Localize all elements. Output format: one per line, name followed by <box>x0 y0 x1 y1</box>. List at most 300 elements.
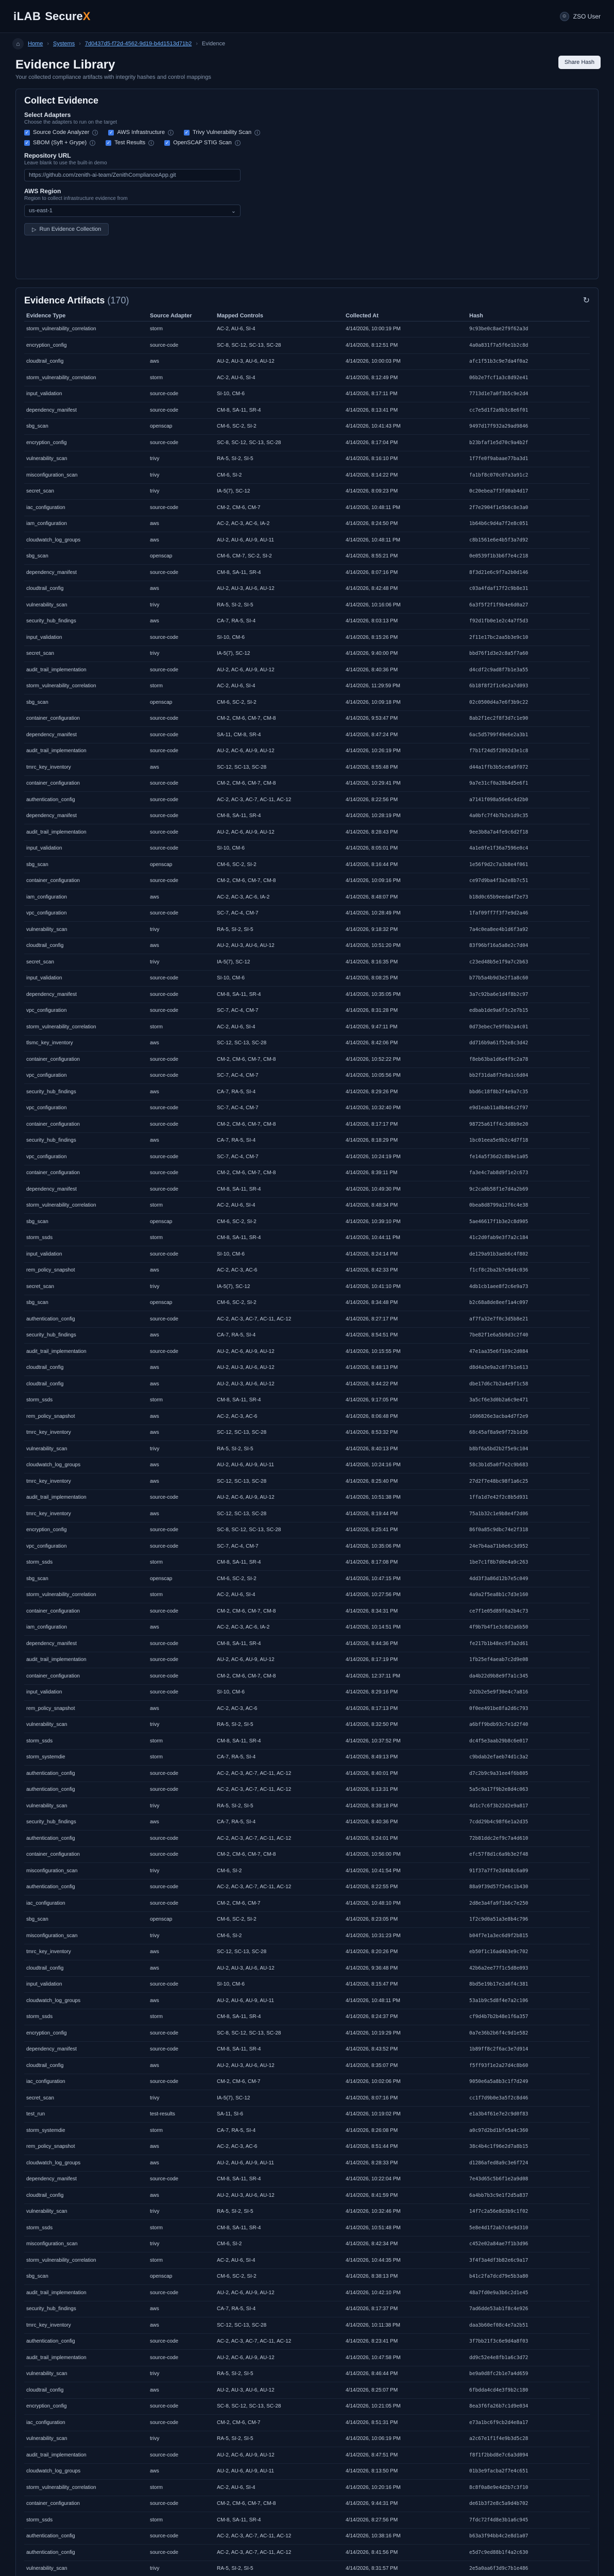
table-row[interactable] <box>24 2350 590 2366</box>
table-row[interactable] <box>24 1100 590 1116</box>
source-adapter-cell: aws <box>148 938 215 954</box>
evidence-type-cell: vpc_configuration <box>24 1003 148 1019</box>
table-row[interactable] <box>24 2252 590 2269</box>
mapped-controls-cell: CM-2, CM-6, CM-7, CM-8 <box>215 1603 344 1620</box>
table-row[interactable] <box>24 1766 590 1782</box>
hash-cell: cc7e5d1f2a9b3c8e6f01 <box>467 402 590 419</box>
table-row[interactable] <box>24 565 590 581</box>
table-row[interactable] <box>24 1976 590 1993</box>
table-row[interactable] <box>24 1409 590 1425</box>
table-row[interactable] <box>24 808 590 824</box>
source-adapter-cell: source-code <box>148 1489 215 1506</box>
table-row[interactable] <box>24 1733 590 1750</box>
table-row[interactable] <box>24 2123 590 2139</box>
run-collection-label: Run Evidence Collection <box>39 226 101 232</box>
hash-cell: edbab1de9a6f3c2e7b15 <box>467 1003 590 1019</box>
collected-at-cell: 4/14/2026, 8:15:26 PM <box>344 630 467 646</box>
table-row[interactable] <box>24 1019 590 1036</box>
breadcrumb-system-id[interactable]: 7d0437d5-f72d-4562-9d19-b4d1513d71b2 <box>84 41 192 47</box>
table-row[interactable] <box>24 1279 590 1295</box>
table-row[interactable] <box>24 321 590 337</box>
checkbox-checked-icon[interactable]: ✓ <box>165 140 169 145</box>
table-row[interactable] <box>24 2025 590 2042</box>
table-row[interactable] <box>24 2236 590 2252</box>
table-row[interactable] <box>24 1879 590 1895</box>
evidence-type-cell: authentication_config <box>24 1831 148 1847</box>
checkbox-checked-icon[interactable]: ✓ <box>109 129 113 135</box>
source-adapter-cell: source-code <box>148 1311 215 1328</box>
page-header <box>0 55 614 80</box>
table-row[interactable] <box>24 1782 590 1798</box>
logo-text-secure: Secure <box>45 9 83 23</box>
mapped-controls-cell: SC-12, SC-13, SC-28 <box>215 1506 344 1522</box>
table-row[interactable] <box>24 1668 590 1685</box>
table-row[interactable] <box>24 1457 590 1473</box>
table-row[interactable] <box>24 1003 590 1019</box>
table-row[interactable] <box>24 1798 590 1815</box>
mapped-controls-cell: CM-6, SI-2 <box>215 1928 344 1944</box>
evidence-type-cell: dependency_manifest <box>24 987 148 1003</box>
table-row[interactable] <box>24 1846 590 1863</box>
collected-at-cell: 4/14/2026, 8:39:18 PM <box>344 1798 467 1815</box>
hash-cell: 1f7fe0f9abaae77ba3d1 <box>467 451 590 467</box>
source-adapter-cell: source-code <box>148 1684 215 1701</box>
app-logo[interactable] <box>13 10 90 23</box>
table-row[interactable] <box>24 1327 590 1344</box>
table-row[interactable] <box>24 2317 590 2334</box>
table-row[interactable] <box>24 1522 590 1538</box>
checkbox-checked-icon[interactable]: ✓ <box>184 129 189 135</box>
mapped-controls-cell: CM-2, CM-6, CM-7, CM-8 <box>215 775 344 792</box>
table-row[interactable] <box>24 1506 590 1522</box>
hash-cell: 2f7e2904f1e5b6c8e3a0 <box>467 500 590 516</box>
collected-at-cell: 4/14/2026, 10:28:19 PM <box>344 808 467 824</box>
table-row[interactable] <box>24 1165 590 1181</box>
table-row[interactable] <box>24 1944 590 1960</box>
evidence-type-cell: authentication_config <box>24 2333 148 2350</box>
column-header-evidence-type[interactable]: Evidence Type <box>24 311 148 321</box>
share-hash-button[interactable]: Share Hash <box>558 56 601 69</box>
source-adapter-cell: source-code <box>148 970 215 987</box>
table-row[interactable] <box>24 2188 590 2204</box>
hash-cell: c03a4fdaf17f2c9b8e31 <box>467 581 590 597</box>
table-row[interactable] <box>24 2106 590 2123</box>
table-row[interactable] <box>24 1344 590 1360</box>
table-row[interactable] <box>24 1441 590 1458</box>
evidence-type-cell: test_run <box>24 2106 148 2123</box>
source-adapter-cell: source-code <box>148 2545 215 2561</box>
user-icon: ☺ <box>560 12 569 21</box>
table-row[interactable] <box>24 613 590 630</box>
mapped-controls-cell: CM-8, SA-11, SR-4 <box>215 1392 344 1409</box>
info-icon[interactable]: i <box>148 140 154 146</box>
table-row[interactable] <box>24 970 590 987</box>
table-row[interactable] <box>24 353 590 370</box>
table-row[interactable] <box>24 2090 590 2107</box>
breadcrumb-home[interactable]: Home <box>28 41 43 47</box>
refresh-icon[interactable]: ↻ <box>583 296 590 305</box>
table-row[interactable] <box>24 2220 590 2236</box>
table-row[interactable] <box>24 1831 590 1847</box>
table-row[interactable] <box>24 1701 590 1717</box>
table-row[interactable] <box>24 646 590 662</box>
table-row[interactable] <box>24 1132 590 1149</box>
adapter-option[interactable] <box>24 129 98 135</box>
table-row[interactable] <box>24 2204 590 2220</box>
mapped-controls-cell: AU-2, AC-6, AU-9, AU-12 <box>215 824 344 841</box>
table-row[interactable] <box>24 467 590 484</box>
source-adapter-cell: trivy <box>148 2236 215 2252</box>
table-row[interactable] <box>24 1749 590 1766</box>
table-row[interactable] <box>24 857 590 873</box>
table-row[interactable] <box>24 1619 590 1636</box>
table-row[interactable] <box>24 597 590 614</box>
table-row[interactable] <box>24 1863 590 1879</box>
adapter-label: AWS Infrastructure <box>117 129 165 135</box>
table-row[interactable] <box>24 1684 590 1701</box>
table-row[interactable] <box>24 1295 590 1311</box>
table-row[interactable] <box>24 710 590 727</box>
run-collection-button[interactable] <box>24 223 109 235</box>
table-row[interactable] <box>24 435 590 451</box>
evidence-type-cell: iam_configuration <box>24 889 148 906</box>
hash-cell: efc57f8d1c6a9b3e2f48 <box>467 1846 590 1863</box>
table-row[interactable] <box>24 1311 590 1328</box>
table-row[interactable] <box>24 581 590 597</box>
table-row[interactable] <box>24 1993 590 2009</box>
table-row[interactable] <box>24 775 590 792</box>
evidence-type-cell: tmrc_key_inventory <box>24 1425 148 1441</box>
table-row[interactable] <box>24 2155 590 2172</box>
table-row[interactable] <box>24 2561 590 2576</box>
collected-at-cell: 4/14/2026, 10:41:10 PM <box>344 1279 467 1295</box>
mapped-controls-cell: CA-7, RA-5, SI-4 <box>215 2301 344 2317</box>
mapped-controls-cell: AC-2, AC-3, AC-6, IA-2 <box>215 516 344 532</box>
table-row[interactable] <box>24 889 590 906</box>
table-row[interactable] <box>24 1116 590 1133</box>
collected-at-cell: 4/14/2026, 8:31:57 PM <box>344 2561 467 2576</box>
table-row[interactable] <box>24 1960 590 1977</box>
repo-url-hint: Leave blank to use the built-in demo <box>24 160 107 166</box>
table-row[interactable] <box>24 1538 590 1555</box>
mapped-controls-cell: SC-7, AC-4, CM-7 <box>215 1100 344 1116</box>
table-row[interactable] <box>24 759 590 776</box>
table-row[interactable] <box>24 1717 590 1733</box>
adapter-option[interactable] <box>108 129 174 135</box>
collected-at-cell: 4/14/2026, 8:46:44 PM <box>344 2366 467 2382</box>
mapped-controls-cell: CA-7, RA-5, SI-4 <box>215 1132 344 1149</box>
table-row[interactable] <box>24 1214 590 1230</box>
table-row[interactable] <box>24 2512 590 2529</box>
mapped-controls-cell: CM-2, CM-6, CM-7, CM-8 <box>215 1116 344 1133</box>
table-row[interactable] <box>24 987 590 1003</box>
table-row[interactable] <box>24 1554 590 1571</box>
info-icon[interactable]: i <box>90 140 95 146</box>
table-row[interactable] <box>24 840 590 857</box>
source-adapter-cell: trivy <box>148 2561 215 2576</box>
collected-at-cell: 4/14/2026, 8:48:34 PM <box>344 1197 467 1214</box>
column-header-mapped-controls[interactable]: Mapped Controls <box>215 311 344 321</box>
table-row[interactable] <box>24 2398 590 2415</box>
collected-at-cell: 4/14/2026, 10:05:56 PM <box>344 1067 467 1084</box>
table-row[interactable] <box>24 1895 590 1912</box>
table-row[interactable] <box>24 824 590 841</box>
mapped-controls-cell: AU-2, AC-6, AU-9, AU-12 <box>215 1344 344 1360</box>
collected-at-cell: 4/14/2026, 8:24:37 PM <box>344 2009 467 2025</box>
collected-at-cell: 4/14/2026, 8:17:37 PM <box>344 2301 467 2317</box>
table-row[interactable] <box>24 532 590 549</box>
home-icon[interactable]: ⌂ <box>12 38 24 49</box>
table-row[interactable] <box>24 1571 590 1587</box>
checkbox-checked-icon[interactable]: ✓ <box>25 129 29 135</box>
hash-cell: 7a4c0ea8ee4b1d6f3a92 <box>467 922 590 938</box>
table-row[interactable] <box>24 727 590 743</box>
checkbox-checked-icon[interactable]: ✓ <box>106 140 111 145</box>
info-icon[interactable]: i <box>168 130 174 135</box>
source-adapter-cell: aws <box>148 613 215 630</box>
table-row[interactable] <box>24 386 590 402</box>
table-row[interactable] <box>24 1181 590 1198</box>
collected-at-cell: 4/14/2026, 10:29:41 PM <box>344 775 467 792</box>
evidence-type-cell: cloudwatch_log_groups <box>24 2155 148 2172</box>
source-adapter-cell: storm <box>148 1019 215 1036</box>
table-row[interactable] <box>24 873 590 889</box>
table-row[interactable] <box>24 370 590 386</box>
collected-at-cell: 4/14/2026, 8:20:26 PM <box>344 1944 467 1960</box>
table-row[interactable] <box>24 1197 590 1214</box>
evidence-type-cell: storm_vulnerability_correlation <box>24 370 148 386</box>
column-header-collected-at[interactable]: Collected At <box>344 311 467 321</box>
source-adapter-cell: aws <box>148 759 215 776</box>
table-row[interactable] <box>24 2447 590 2464</box>
hash-cell: fa3e4c7ab8d9f1e2c673 <box>467 1165 590 1181</box>
table-row[interactable] <box>24 1489 590 1506</box>
mapped-controls-cell: RA-5, SI-2, SI-5 <box>215 1717 344 1733</box>
table-row[interactable] <box>24 1587 590 1603</box>
mapped-controls-cell: AU-2, AU-3, AU-6, AU-12 <box>215 581 344 597</box>
table-row[interactable] <box>24 938 590 954</box>
table-row[interactable] <box>24 516 590 532</box>
adapter-option[interactable] <box>24 140 95 146</box>
collected-at-cell: 4/14/2026, 8:44:22 PM <box>344 1376 467 1393</box>
repo-url-input[interactable]: https://github.com/zenith-ai-team/ZenithComplianceApp.git <box>24 169 241 181</box>
evidence-type-cell: dependency_manifest <box>24 565 148 581</box>
hash-cell: 1b89ff8c2f6ac3e7d914 <box>467 2041 590 2058</box>
table-row[interactable] <box>24 1149 590 1165</box>
table-row[interactable] <box>24 678 590 694</box>
collected-at-cell: 4/14/2026, 10:00:03 PM <box>344 353 467 370</box>
evidence-type-cell: vulnerability_scan <box>24 1798 148 1815</box>
table-row[interactable] <box>24 548 590 565</box>
table-row[interactable] <box>24 922 590 938</box>
table-row[interactable] <box>24 500 590 516</box>
hash-cell: b18d0c65b9eeda4f2e73 <box>467 889 590 906</box>
table-row[interactable] <box>24 2463 590 2480</box>
table-row[interactable] <box>24 954 590 971</box>
evidence-type-cell: vulnerability_scan <box>24 451 148 467</box>
table-row[interactable] <box>24 402 590 419</box>
table-row[interactable] <box>24 1603 590 1620</box>
table-row[interactable] <box>24 1084 590 1100</box>
source-adapter-cell: source-code <box>148 1603 215 1620</box>
collected-at-cell: 4/14/2026, 8:38:13 PM <box>344 2268 467 2285</box>
play-icon: ▷ <box>32 226 37 233</box>
table-row[interactable] <box>24 1911 590 1928</box>
table-row[interactable] <box>24 2285 590 2301</box>
evidence-type-cell: vulnerability_scan <box>24 2366 148 2382</box>
table-row[interactable] <box>24 337 590 354</box>
hash-cell: 91f37a7f7e2d4b8c6a09 <box>467 1863 590 1879</box>
collected-at-cell: 4/14/2026, 10:28:49 PM <box>344 905 467 922</box>
hash-cell: f8eb63ba1d6e4f9c2a78 <box>467 1052 590 1068</box>
evidence-type-cell: vulnerability_scan <box>24 2204 148 2220</box>
column-header-hash[interactable]: Hash <box>467 311 590 321</box>
collected-at-cell: 4/14/2026, 8:42:33 PM <box>344 1262 467 1279</box>
table-row[interactable] <box>24 2545 590 2561</box>
adapter-option[interactable] <box>106 140 154 146</box>
source-adapter-cell: trivy <box>148 954 215 971</box>
table-row[interactable] <box>24 1376 590 1393</box>
evidence-type-cell: audit_trail_implementation <box>24 1344 148 1360</box>
mapped-controls-cell: AC-2, AC-3, AC-6 <box>215 1701 344 1717</box>
mapped-controls-cell: AU-2, AU-3, AU-6, AU-12 <box>215 1960 344 1977</box>
collected-at-cell: 4/14/2026, 8:31:28 PM <box>344 1003 467 1019</box>
collected-at-cell: 4/14/2026, 8:40:01 PM <box>344 1766 467 1782</box>
table-row[interactable] <box>24 1814 590 1831</box>
mapped-controls-cell: AU-2, AU-6, AU-9, AU-11 <box>215 2155 344 2172</box>
breadcrumb-current: Evidence <box>201 41 226 47</box>
collected-at-cell: 4/14/2026, 8:55:48 PM <box>344 759 467 776</box>
region-select[interactable] <box>24 205 241 217</box>
source-adapter-cell: openscap <box>148 548 215 565</box>
mapped-controls-cell: AC-2, AC-3, AC-7, AC-11, AC-12 <box>215 2545 344 2561</box>
evidence-type-cell: security_hub_findings <box>24 1814 148 1831</box>
source-adapter-cell: openscap <box>148 1911 215 1928</box>
mapped-controls-cell: CM-6, CM-7, SC-2, SI-2 <box>215 548 344 565</box>
table-row[interactable] <box>24 1262 590 1279</box>
table-row[interactable] <box>24 2333 590 2350</box>
evidence-type-cell: input_validation <box>24 630 148 646</box>
table-row[interactable] <box>24 2074 590 2090</box>
checkbox-checked-icon[interactable]: ✓ <box>25 140 29 145</box>
collected-at-cell: 4/14/2026, 12:37:11 PM <box>344 1668 467 1685</box>
table-row[interactable] <box>24 1392 590 1409</box>
adapter-option[interactable] <box>184 129 260 135</box>
collected-at-cell: 4/14/2026, 8:42:06 PM <box>344 1035 467 1052</box>
table-row[interactable] <box>24 2139 590 2155</box>
collected-at-cell: 4/14/2026, 8:29:26 PM <box>344 1084 467 1100</box>
evidence-type-cell: storm_ssds <box>24 1392 148 1409</box>
table-row[interactable] <box>24 743 590 759</box>
info-icon[interactable]: i <box>92 130 98 135</box>
table-row[interactable] <box>24 662 590 679</box>
table-row[interactable] <box>24 1652 590 1668</box>
collected-at-cell: 4/14/2026, 8:42:34 PM <box>344 2236 467 2252</box>
hash-cell: ce7f1e05d89f6a2b4c73 <box>467 1603 590 1620</box>
evidence-type-cell: cloudtrail_config <box>24 2188 148 2204</box>
source-adapter-cell: trivy <box>148 2204 215 2220</box>
mapped-controls-cell: CM-2, CM-6, CM-7, CM-8 <box>215 1052 344 1068</box>
hash-cell: 27d2f7e48bc98f1a6c25 <box>467 1473 590 1490</box>
table-row[interactable] <box>24 2382 590 2399</box>
evidence-type-cell: sbg_scan <box>24 2268 148 2285</box>
adapter-option[interactable] <box>164 140 241 146</box>
collected-at-cell: 4/14/2026, 10:35:05 PM <box>344 987 467 1003</box>
table-row[interactable] <box>24 2480 590 2496</box>
source-adapter-cell: source-code <box>148 1846 215 1863</box>
mapped-controls-cell: RA-5, SI-2, SI-5 <box>215 1441 344 1458</box>
table-row[interactable] <box>24 2366 590 2382</box>
table-row[interactable] <box>24 451 590 467</box>
table-row[interactable] <box>24 2171 590 2188</box>
collected-at-cell: 4/14/2026, 8:43:52 PM <box>344 2041 467 2058</box>
collected-at-cell: 4/14/2026, 8:25:40 PM <box>344 1473 467 1490</box>
table-row[interactable] <box>24 1246 590 1263</box>
hash-cell: 4dd3f3a86d12b7e5c049 <box>467 1571 590 1587</box>
table-row[interactable] <box>24 694 590 711</box>
table-row[interactable] <box>24 630 590 646</box>
source-adapter-cell: source-code <box>148 1538 215 1555</box>
collected-at-cell: 4/14/2026, 8:07:16 PM <box>344 565 467 581</box>
table-row[interactable] <box>24 1928 590 1944</box>
table-row[interactable] <box>24 2431 590 2447</box>
collected-at-cell: 4/14/2026, 8:27:17 PM <box>344 1311 467 1328</box>
collected-at-cell: 4/14/2026, 8:24:14 PM <box>344 1246 467 1263</box>
table-row[interactable] <box>24 1052 590 1068</box>
collected-at-cell: 4/14/2026, 8:14:22 PM <box>344 467 467 484</box>
table-row[interactable] <box>24 1035 590 1052</box>
table-row[interactable] <box>24 1230 590 1246</box>
table-row[interactable] <box>24 483 590 500</box>
info-icon[interactable]: i <box>254 130 260 135</box>
table-row[interactable] <box>24 2528 590 2545</box>
mapped-controls-cell: CM-8, SA-11, SR-4 <box>215 402 344 419</box>
table-row[interactable] <box>24 2058 590 2074</box>
hash-cell: 7713d1e7a0f3b5c9e2d4 <box>467 386 590 402</box>
source-adapter-cell: openscap <box>148 418 215 435</box>
table-row[interactable] <box>24 2415 590 2431</box>
hash-cell: 2d8e3a4fa9f1b6c7e250 <box>467 1895 590 1912</box>
info-icon[interactable]: i <box>235 140 241 146</box>
collected-at-cell: 4/14/2026, 8:53:32 PM <box>344 1425 467 1441</box>
table-row[interactable] <box>24 2301 590 2317</box>
table-row[interactable] <box>24 418 590 435</box>
source-adapter-cell: aws <box>148 1944 215 1960</box>
table-row[interactable] <box>24 1473 590 1490</box>
table-row[interactable] <box>24 905 590 922</box>
table-row[interactable] <box>24 2268 590 2285</box>
table-row[interactable] <box>24 1425 590 1441</box>
source-adapter-cell: source-code <box>148 1246 215 1263</box>
source-adapter-cell: aws <box>148 889 215 906</box>
breadcrumb-systems[interactable]: Systems <box>53 41 75 47</box>
table-row[interactable] <box>24 1067 590 1084</box>
evidence-type-cell: cloudwatch_log_groups <box>24 1457 148 1473</box>
evidence-type-cell: rem_policy_snapshot <box>24 2139 148 2155</box>
user-menu[interactable] <box>560 12 601 21</box>
table-row[interactable] <box>24 1636 590 1652</box>
table-row[interactable] <box>24 2009 590 2025</box>
hash-cell: e1a3b4f61e7e2c9d0f83 <box>467 2106 590 2123</box>
table-row[interactable] <box>24 1360 590 1376</box>
collected-at-cell: 4/14/2026, 10:48:11 PM <box>344 500 467 516</box>
table-row[interactable] <box>24 2496 590 2512</box>
column-header-source-adapter[interactable]: Source Adapter <box>148 311 215 321</box>
mapped-controls-cell: SC-8, SC-12, SC-13, SC-28 <box>215 2025 344 2042</box>
source-adapter-cell: source-code <box>148 905 215 922</box>
table-row[interactable] <box>24 2041 590 2058</box>
table-row[interactable] <box>24 792 590 808</box>
